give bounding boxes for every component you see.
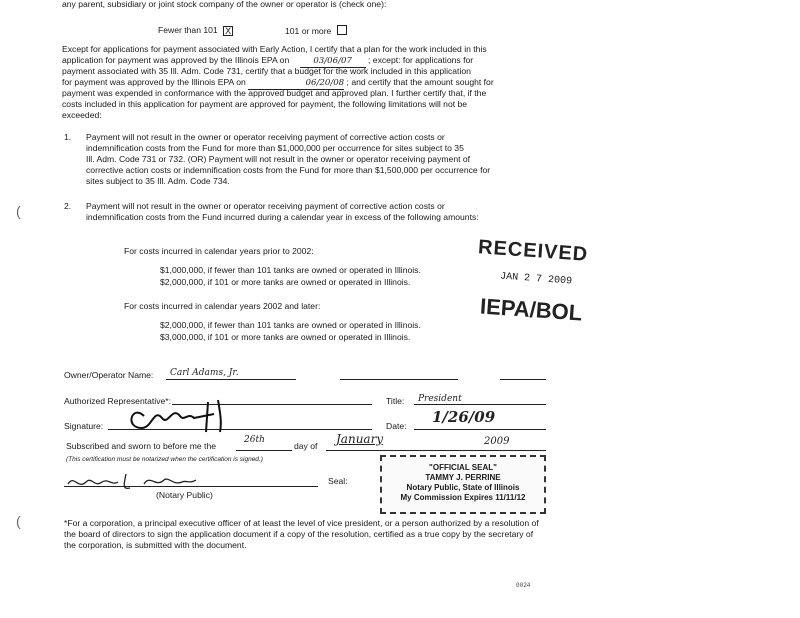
received-stamp-office: IEPA/BOL [479,293,584,326]
footnote-line-2: the board of directors to sign the application document if a copy of the resolution, certified as a true copy by the secretary of [64,529,534,539]
owner-extra-line-2 [500,379,546,380]
item-2-line-1: Payment will not result in the owner or operator receiving payment of corrective action costs or [86,201,445,211]
seal-notary-name: TAMMY J. PERRINE [425,473,501,482]
prior-2002-line-2: $2,000,000, if 101 or more tanks are owned or operated in Illinois. [160,277,411,287]
title-label: Title: [386,396,405,406]
sworn-year-value: 2009 [484,436,510,447]
date-line[interactable] [414,429,546,430]
owner-label: Owner/Operator Name: [64,370,154,380]
sworn-label: Subscribed and sworn to before me the [66,441,217,451]
owner-name-value: Carl Adams, Jr. [170,368,239,378]
authorized-rep-label: Authorized Representative*: [64,396,172,406]
cert-line-5: payment was expended in conformance with the approved budget and approved plan. I further certify that, if the [62,88,487,98]
cert-line-2b: ; except: for applications for [368,55,474,65]
option-more-label: 101 or more [285,26,332,36]
margin-mark-upper: ( [16,203,21,219]
owner-extra-line-1 [340,379,458,380]
later-2002-line-2: $3,000,000, if 101 or more tanks are owned or operated in Illinois. [160,332,411,342]
notary-public-label: (Notary Public) [156,490,213,500]
sworn-day-value: 26th [244,435,265,445]
prior-2002-heading: For costs incurred in calendar years prior to 2002: [124,246,314,256]
plan-approval-date-value: 03/06/07 [313,56,352,66]
signature-graphic [122,398,242,434]
item-2-number: 2. [64,201,72,211]
notarized-note: (This certification must be notarized when the certification is signed.) [66,456,263,463]
sworn-month-value: January [336,432,384,446]
cert-line-4a: for payment was approved by the Illinois EPA on [62,77,246,87]
later-2002-heading: For costs incurred in calendar years 2002 and later: [124,301,321,311]
prior-2002-line-1: $1,000,000, if fewer than 101 tanks are owned or operated in Illinois. [160,265,421,275]
sworn-month-line[interactable] [326,450,546,451]
day-of-label: day of [294,441,318,451]
intro-line: any parent, subsidiary or joint stock company of the owner or operator is (check one): [62,0,387,9]
cert-line-4b: ; and certify that the amount sought for [346,77,494,87]
cert-line-1: Except for applications for payment associated with Early Action, I certify that a plan for the work included in this [62,44,487,54]
footnote-line-3: the corporation, is submitted with the document. [64,540,247,550]
owner-name-line[interactable] [166,379,296,380]
seal-title: "OFFICIAL SEAL" [429,463,497,472]
item-1-line-2: indemnification costs from the Fund for more than $1,000,000 per occurrence for sites subject to 35 [86,143,464,153]
item-2-line-2: indemnification costs from the Fund incurred during a calendar year in excess of the following amounts: [86,212,479,222]
sworn-day-line[interactable] [236,450,292,451]
option-fewer [158,25,233,36]
seal-label: Seal: [328,476,348,486]
cert-line-3: payment associated with 35 Ill. Adm. Code 731, certify that a budget for the work included in this application [62,66,471,76]
cert-line-7: exceeded: [62,110,102,120]
seal-expiration: My Commission Expires 11/11/12 [400,493,526,502]
item-1-line-3: Ill. Adm. Code 731 or 732. (OR) Payment will not result in the owner or operator receiving payment of [86,154,471,164]
cert-line-2a: application for payment was approved by the Illinois EPA on [62,55,290,65]
received-stamp-title: RECEIVED [477,236,589,266]
budget-approval-date-value: 06/20/08 [305,78,345,88]
item-1-line-4: corrective action costs or indemnification costs from the Fund for more than $1,500,000 per occurrence for [86,165,491,175]
option-more [285,25,347,37]
title-value: President [418,394,462,404]
cert-line-6: costs included in this application for payment are approved for payment, the following limitations will not be [62,99,468,109]
margin-mark-lower: ( [16,513,21,529]
option-fewer-label: Fewer than 101 [158,25,218,35]
item-1-line-1: Payment will not result in the owner or operator receiving payment of corrective action costs or [86,132,445,142]
more-checkbox[interactable] [337,25,347,35]
later-2002-line-1: $2,000,000, if fewer than 101 tanks are owned or operated in Illinois. [160,320,421,330]
fewer-check-mark: X [225,26,232,36]
footnote-line-1: *For a corporation, a principal executive officer of at least the level of vice president, or a person authorized by a resolution of [64,518,539,528]
page-code: 0024 [516,582,531,589]
date-value: 1/26/09 [432,408,496,426]
official-seal [380,455,546,514]
fewer-checkbox[interactable] [223,26,233,36]
received-stamp-date: JAN 2 7 2009 [499,271,573,288]
date-label: Date: [386,421,407,431]
item-1-number: 1. [64,132,72,142]
signature-label: Signature: [64,421,104,431]
seal-state: Notary Public, State of Illinois [406,483,520,492]
item-1-line-5: sites subject to 35 Ill. Adm. Code 734. [86,176,230,186]
